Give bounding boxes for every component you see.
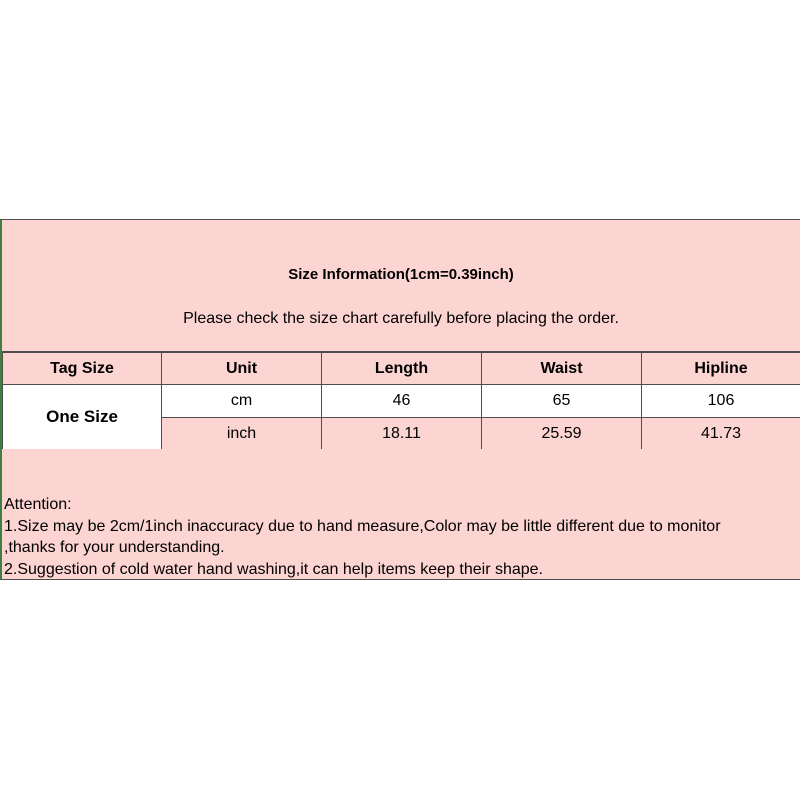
attention-line-3: 2.Suggestion of cold water hand washing,it can help items keep their shape. xyxy=(4,560,543,578)
size-info-header xyxy=(2,220,800,352)
hipline-cell: 106 xyxy=(642,385,800,418)
attention-text xyxy=(4,494,721,580)
length-cell: 18.11 xyxy=(322,418,482,450)
size-chart-sheet xyxy=(0,219,800,580)
attention-block xyxy=(2,449,800,579)
unit-cell: inch xyxy=(162,418,322,450)
unit-cell: cm xyxy=(162,385,322,418)
table-header-row xyxy=(3,353,800,385)
column-header-waist: Waist xyxy=(482,353,642,385)
size-info-subtitle: Please check the size chart carefully before placing the order. xyxy=(183,310,619,327)
size-table xyxy=(2,352,800,450)
size-info-title: Size Information(1cm=0.39inch) xyxy=(288,266,514,283)
column-header-unit: Unit xyxy=(162,353,322,385)
hipline-cell: 41.73 xyxy=(642,418,800,450)
waist-cell: 25.59 xyxy=(482,418,642,450)
tag-size-cell: One Size xyxy=(3,385,162,450)
attention-line-2: ,thanks for your understanding. xyxy=(4,539,225,556)
length-cell: 46 xyxy=(322,385,482,418)
column-header-length: Length xyxy=(322,353,482,385)
column-header-tag-size: Tag Size xyxy=(3,353,162,385)
attention-heading: Attention: xyxy=(4,496,72,513)
column-header-hipline: Hipline xyxy=(642,353,800,385)
table-row-cm xyxy=(3,385,800,418)
attention-line-1: 1.Size may be 2cm/1inch inaccuracy due to hand measure,Color may be little different due to monitor xyxy=(4,517,721,535)
waist-cell: 65 xyxy=(482,385,642,418)
